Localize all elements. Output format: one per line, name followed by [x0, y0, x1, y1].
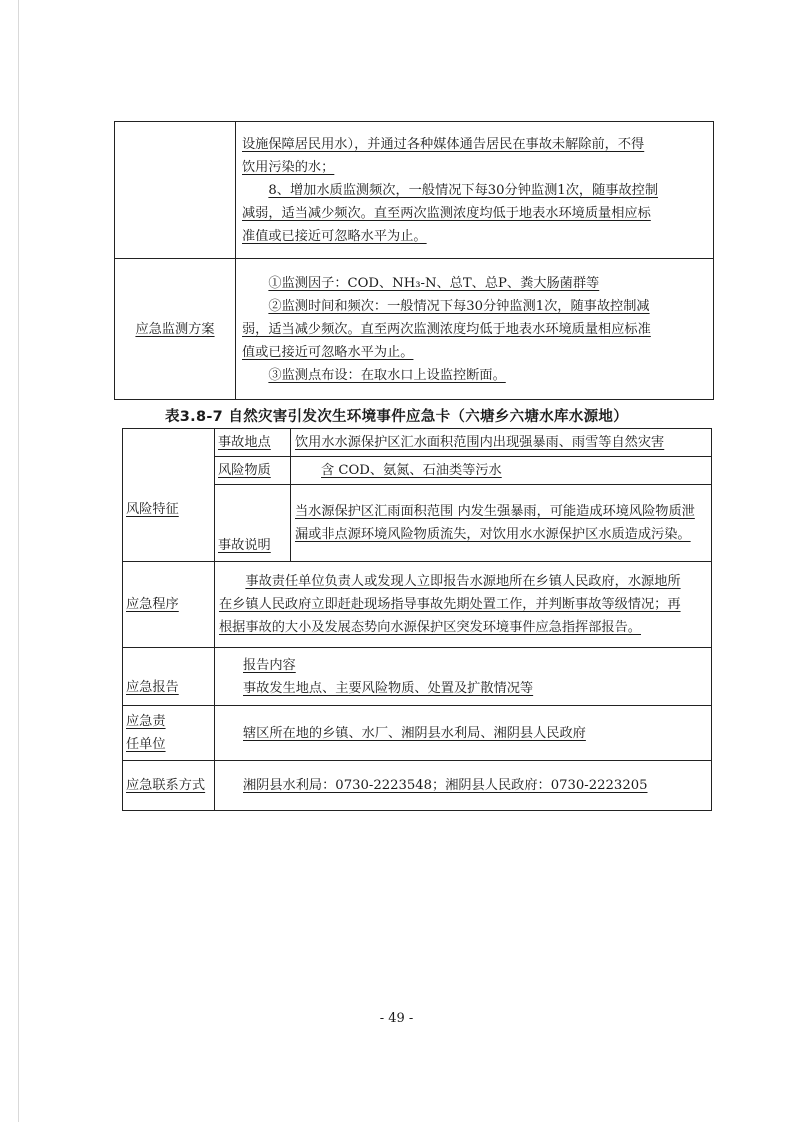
contact-value: 湘阴县水利局：0730-2223548；湘阴县人民政府：0730-2223205 [215, 761, 712, 811]
measures-line: 8、增加水质监测频次，一般情况下每30分钟监测1次，随事故控制 [268, 182, 659, 198]
measures-line: 饮用污染的水； [242, 159, 335, 175]
contact-label: 应急联系方式 [123, 761, 215, 811]
procedure-line: 事故责任单位负责人或发现人立即报告水源地所在乡镇人民政府，水源地所 [245, 574, 681, 589]
responsible-unit-label-line: 应急责 [126, 714, 166, 729]
monitoring-plan-cell [236, 259, 714, 400]
report-line: 事故发生地点、主要风险物质、处置及扩散情况等 [243, 680, 534, 696]
monitoring-table [114, 121, 714, 400]
measures-line: 设施保障居民用水），并通过各种媒体通告居民在事故未解除前，不得 [242, 136, 645, 152]
procedure-label: 应急程序 [123, 562, 215, 648]
description-label: 事故说明 [215, 485, 291, 562]
responsible-unit-label [123, 706, 215, 761]
monitoring-plan-label: 应急监测方案 [115, 259, 236, 400]
material-label: 风险物质 [215, 457, 291, 485]
responsible-unit-label-line: 任单位 [126, 737, 166, 752]
measures-line: 减弱，适当减少频次。直至两次监测浓度均低于地表水环境质量相应标 [242, 205, 651, 221]
procedure-cell [215, 562, 712, 648]
page-number: - 49 - [379, 1011, 414, 1026]
description-line: 当水源保护区汇雨面积范围 内发生强暴雨，可能造成环境风险物质泄 [295, 504, 695, 519]
description-cell [291, 485, 712, 562]
measures-line: 准值或已接近可忽略水平为止。 [242, 228, 427, 244]
table1-empty-label-cell [115, 122, 236, 259]
emergency-card-table [122, 428, 712, 811]
report-label: 应急报告 [123, 648, 215, 706]
description-line: 漏或非点源环境风险物质流失，对饮用水水源保护区水质造成污染。 [295, 527, 691, 542]
table1-measures-cell [236, 122, 714, 259]
monitoring-line: ③监测点布设：在取水口上设监控断面。 [268, 367, 506, 383]
location-label: 事故地点 [215, 429, 291, 457]
monitoring-line: 值或已接近可忽略水平为止。 [242, 344, 414, 360]
material-value: 含 COD、氨氮、石油类等污水 [291, 457, 712, 485]
responsible-unit-value: 辖区所在地的乡镇、水厂、湘阴县水利局、湘阴县人民政府 [215, 706, 712, 761]
page-edge-line [18, 0, 19, 1122]
report-cell [215, 648, 712, 706]
procedure-line: 根据事故的大小及发展态势向水源保护区突发环境事件应急指挥部报告。 [219, 620, 641, 635]
risk-feature-label: 风险特征 [123, 429, 215, 562]
report-line: 报告内容 [243, 657, 296, 673]
table-caption: 表3.8-7 自然灾害引发次生环境事件应急卡（六塘乡六塘水库水源地） [164, 409, 629, 425]
monitoring-line: 弱，适当减少频次。直至两次监测浓度均低于地表水环境质量相应标准 [242, 321, 651, 337]
monitoring-line: ②监测时间和频次：一般情况下每30分钟监测1次，随事故控制减 [268, 298, 650, 314]
location-value: 饮用水水源保护区汇水面积范围内出现强暴雨、雨雪等自然灾害 [291, 429, 712, 457]
monitoring-line: ①监测因子：COD、NH₃-N、总T、总P、粪大肠菌群等 [268, 275, 600, 291]
procedure-line: 在乡镇人民政府立即赶赴现场指导事故先期处置工作，并判断事故等级情况；再 [219, 597, 681, 612]
